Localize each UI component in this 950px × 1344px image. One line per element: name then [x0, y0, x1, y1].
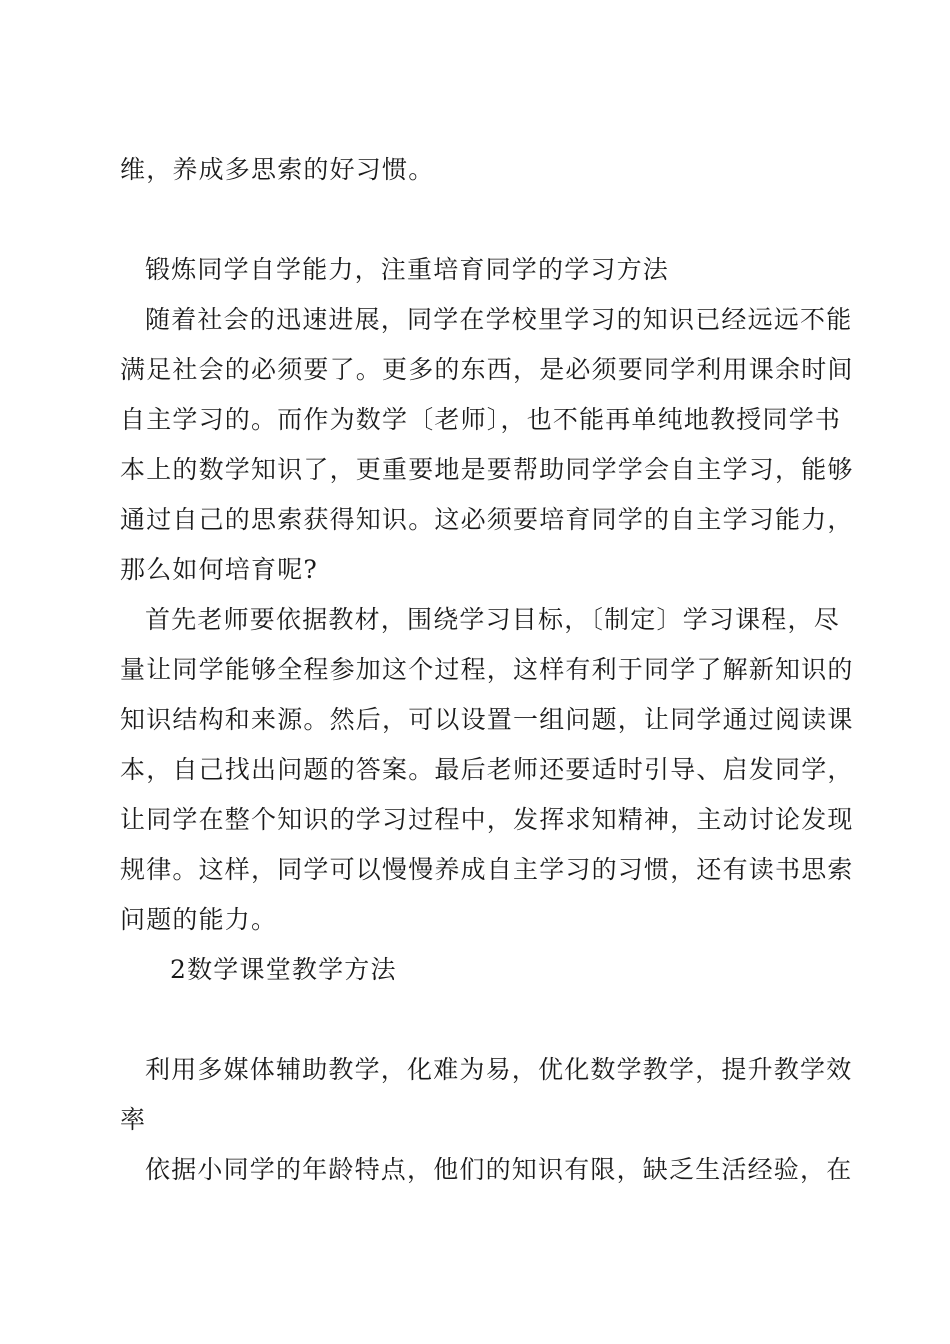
text-line: 通过自己的思索获得知识。这必须要培育同学的自主学习能力， — [120, 505, 854, 534]
section-heading: 锻炼同学自学能力，注重培育同学的学习方法 — [145, 255, 670, 284]
text-line: 维，养成多思索的好习惯。 — [120, 155, 435, 184]
text-line: 问题的能力。 — [120, 905, 278, 934]
text-line: 随着社会的迅速进展，同学在学校里学习的知识已经远远不能 — [145, 305, 853, 334]
text-line: 首先老师要依据教材，围绕学习目标，〔制定〕学习课程，尽 — [145, 605, 840, 634]
section-heading: 利用多媒体辅助教学，化难为易，优化数学教学，提升教学效 — [145, 1055, 853, 1084]
text-line: 量让同学能够全程参加这个过程，这样有利于同学了解新知识的 — [120, 655, 854, 684]
text-line: 规律。这样，同学可以慢慢养成自主学习的习惯，还有读书思索 — [120, 855, 854, 884]
text-line: 让同学在整个知识的学习过程中，发挥求知精神，主动讨论发现 — [120, 805, 854, 834]
text-line: 本，自己找出问题的答案。最后老师还要适时引导、启发同学， — [120, 755, 854, 784]
text-line: 满足社会的必须要了。更多的东西，是必须要同学利用课余时间 — [120, 355, 854, 384]
section-heading: 2数学课堂教学方法 — [170, 955, 397, 984]
text-line: 本上的数学知识了，更重要地是要帮助同学学会自主学习，能够 — [120, 455, 854, 484]
text-line: 依据小同学的年龄特点，他们的知识有限，缺乏生活经验，在 — [145, 1155, 853, 1184]
text-line: 知识结构和来源。然后，可以设置一组问题，让同学通过阅读课 — [120, 705, 854, 734]
text-line: 自主学习的。而作为数学〔老师〕，也不能再单纯地教授同学书 — [120, 405, 842, 434]
text-line: 那么如何培育呢? — [120, 555, 319, 584]
section-heading: 率 — [120, 1105, 147, 1134]
